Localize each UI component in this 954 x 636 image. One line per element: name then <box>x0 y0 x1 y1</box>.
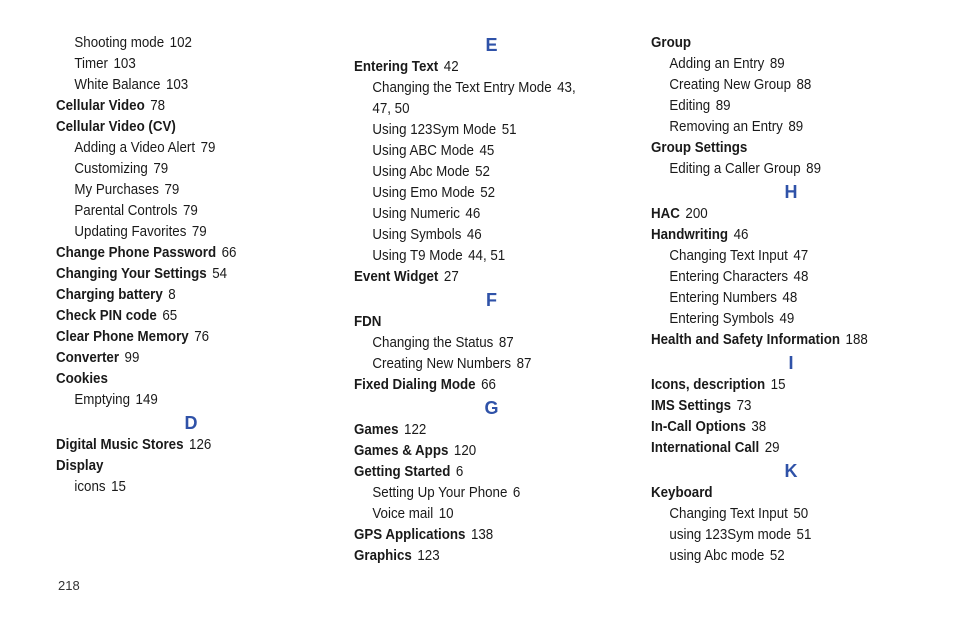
index-term: Fixed Dialing Mode <box>354 377 476 393</box>
index-term: Changing Your Settings <box>56 266 207 282</box>
index-page-ref: 123 <box>417 548 440 564</box>
index-subentry <box>56 159 304 180</box>
section-letter: F <box>486 290 497 310</box>
index-subentry <box>651 246 909 267</box>
index-page-ref: 79 <box>200 140 216 156</box>
index-subentry <box>651 309 909 330</box>
index-term: Editing <box>669 98 711 114</box>
index-term: Using Abc Mode <box>372 164 470 180</box>
index-term: My Purchases <box>74 182 159 198</box>
index-term: Clear Phone Memory <box>56 329 189 345</box>
index-page-ref: 45 <box>479 143 495 159</box>
section-letter: D <box>184 413 198 433</box>
index-entry <box>651 225 909 246</box>
index-page-ref: 89 <box>769 56 785 72</box>
index-subentry <box>354 141 607 162</box>
section-letter: G <box>484 398 499 418</box>
index-term: Handwriting <box>651 227 729 243</box>
index-entry <box>56 264 304 285</box>
index-term: GPS Applications <box>354 527 466 543</box>
index-subentry <box>354 120 607 141</box>
index-term: Check PIN code <box>56 308 157 324</box>
index-page-ref: 10 <box>438 506 454 522</box>
index-page-ref: 27 <box>443 269 459 285</box>
index-term: Changing the Text Entry Mode <box>372 80 552 96</box>
index-page-ref: 73 <box>736 398 752 414</box>
index-term: Changing Text Input <box>669 506 788 522</box>
index-term: Creating New Numbers <box>372 356 512 372</box>
index-entry <box>354 420 607 441</box>
index-term: Using 123Sym Mode <box>372 122 497 138</box>
index-page-ref: 15 <box>770 377 786 393</box>
index-subentry <box>651 525 909 546</box>
index-term: Cellular Video (CV) <box>56 119 176 135</box>
index-page-ref: 48 <box>782 290 798 306</box>
index-entry <box>651 438 909 459</box>
index-page-ref: 188 <box>845 332 868 348</box>
index-term: Cookies <box>56 371 108 387</box>
section-letter: H <box>784 182 798 202</box>
index-entry <box>354 375 607 396</box>
index-subentry <box>56 75 304 96</box>
index-page-ref: 79 <box>164 182 180 198</box>
index-entry <box>651 138 909 159</box>
index-page-ref: 89 <box>715 98 731 114</box>
index-subentry <box>56 201 304 222</box>
index-page-ref: 52 <box>769 548 785 564</box>
index-term: Emptying <box>74 392 131 408</box>
index-term: Removing an Entry <box>669 119 783 135</box>
index-entry <box>354 525 607 546</box>
index-subentry <box>354 354 607 375</box>
index-term: In-Call Options <box>651 419 746 435</box>
index-page-ref: 89 <box>806 161 822 177</box>
index-term: Games <box>354 422 399 438</box>
index-page-ref: 46 <box>733 227 749 243</box>
index-entry <box>651 417 909 438</box>
index-entry <box>354 441 607 462</box>
index-page-ref: 88 <box>796 77 812 93</box>
index-term: Shooting mode <box>74 35 165 51</box>
index-subentry <box>354 246 607 267</box>
index-term: Charging battery <box>56 287 163 303</box>
index-term: icons <box>74 479 106 495</box>
index-page-ref: 54 <box>212 266 228 282</box>
index-subentry <box>56 33 304 54</box>
index-entry <box>651 33 909 54</box>
index-subentry <box>56 390 304 411</box>
index-entry <box>56 96 304 117</box>
index-subentry <box>651 54 909 75</box>
index-page-ref: 149 <box>135 392 158 408</box>
index-term: Using Numeric <box>372 206 460 222</box>
index-term: Changing the Status <box>372 335 494 351</box>
index-page-ref: 46 <box>465 206 481 222</box>
index-subentry <box>651 117 909 138</box>
index-term: Adding an Entry <box>669 56 765 72</box>
index-page-ref: 87 <box>516 356 532 372</box>
index-term: Customizing <box>74 161 148 177</box>
index-term: Entering Text <box>354 59 439 75</box>
section-letter: E <box>485 35 498 55</box>
index-term: Parental Controls <box>74 203 178 219</box>
index-term: Event Widget <box>354 269 439 285</box>
index-subentry <box>651 288 909 309</box>
index-page-ref: 50 <box>793 506 809 522</box>
index-entry <box>354 462 607 483</box>
index-subentry <box>651 75 909 96</box>
index-entry <box>56 456 304 477</box>
index-term: Display <box>56 458 104 474</box>
index-term: Updating Favorites <box>74 224 187 240</box>
index-page-ref: 38 <box>751 419 767 435</box>
index-subentry <box>56 222 304 243</box>
index-term: 47, 50 <box>372 101 410 117</box>
index-entry <box>354 267 607 288</box>
index-term: Setting Up Your Phone <box>372 485 508 501</box>
index-page-ref: 103 <box>165 77 189 93</box>
index-term: Entering Symbols <box>669 311 774 327</box>
index-page-ref: 6 <box>455 464 464 480</box>
index-page-ref: 42 <box>443 59 459 75</box>
index-term: Health and Safety Information <box>651 332 841 348</box>
index-term: Graphics <box>354 548 412 564</box>
index-subentry <box>354 225 607 246</box>
index-subentry <box>651 504 909 525</box>
index-entry <box>354 57 607 78</box>
index-page-ref: 138 <box>470 527 494 543</box>
index-page-ref: 99 <box>124 350 140 366</box>
index-entry <box>56 306 304 327</box>
index-term: Getting Started <box>354 464 451 480</box>
index-page-ref: 44, 51 <box>468 248 506 264</box>
index-page-ref: 79 <box>191 224 207 240</box>
index-page-ref: 29 <box>764 440 780 456</box>
index-page-ref: 200 <box>685 206 708 222</box>
index-subentry <box>354 333 607 354</box>
index-page-ref: 87 <box>498 335 514 351</box>
index-page-ref: 79 <box>182 203 198 219</box>
index-term: Entering Numbers <box>669 290 777 306</box>
index-term: Timer <box>74 56 108 72</box>
index-page-ref: 126 <box>189 437 212 453</box>
index-entry <box>56 435 304 456</box>
index-term: White Balance <box>74 77 161 93</box>
index-term: Games & Apps <box>354 443 449 459</box>
index-page-ref: 15 <box>111 479 126 495</box>
index-subentry <box>651 96 909 117</box>
index-term: Group <box>651 35 692 51</box>
index-entry <box>651 396 909 417</box>
index-subentry <box>56 477 304 498</box>
index-term: Adding a Video Alert <box>74 140 196 156</box>
index-term: Keyboard <box>651 485 713 501</box>
index-subentry <box>354 162 607 183</box>
index-term: Cellular Video <box>56 98 145 114</box>
index-page-ref: 122 <box>404 422 427 438</box>
index-subentry <box>354 204 607 225</box>
index-term: Voice mail <box>372 506 434 522</box>
index-term: Using Emo Mode <box>372 185 475 201</box>
index-term: using Abc mode <box>669 548 765 564</box>
index-term: Editing a Caller Group <box>669 161 801 177</box>
index-page-ref: 120 <box>453 443 477 459</box>
index-page-ref: 79 <box>153 161 169 177</box>
index-term: Using ABC Mode <box>372 143 474 159</box>
index-page-ref: 66 <box>221 245 237 261</box>
index-page-ref: 8 <box>168 287 176 303</box>
index-page-ref: 48 <box>793 269 809 285</box>
index-term: Converter <box>56 350 120 366</box>
index-page-ref: 89 <box>788 119 804 135</box>
index-subentry <box>56 54 304 75</box>
index-page-ref: 76 <box>194 329 210 345</box>
index-entry <box>651 483 909 504</box>
section-letter: K <box>784 461 798 481</box>
index-subentry <box>56 138 304 159</box>
index-subentry <box>354 78 607 99</box>
index-entry <box>56 285 304 306</box>
index-entry <box>651 330 909 351</box>
index-subentry <box>651 267 909 288</box>
index-term: FDN <box>354 314 382 330</box>
index-subentry <box>56 180 304 201</box>
index-entry <box>56 117 304 138</box>
index-subentry <box>651 546 909 567</box>
index-entry <box>354 546 607 567</box>
index-column-3 <box>651 33 931 567</box>
index-subentry <box>354 99 607 120</box>
index-column-1 <box>56 33 326 498</box>
index-page-ref: 52 <box>475 164 490 180</box>
index-page-ref: 51 <box>796 527 812 543</box>
index-term: HAC <box>651 206 680 222</box>
index-page-ref: 49 <box>779 311 795 327</box>
index-term: International Call <box>651 440 760 456</box>
index-term: Using T9 Mode <box>372 248 463 264</box>
index-page-ref: 78 <box>150 98 166 114</box>
index-entry <box>56 327 304 348</box>
index-page-ref: 46 <box>466 227 482 243</box>
index-term: Digital Music Stores <box>56 437 184 453</box>
index-page-ref: 51 <box>501 122 517 138</box>
index-entry <box>56 369 304 390</box>
index-term: using 123Sym mode <box>669 527 792 543</box>
index-term: Changing Text Input <box>669 248 788 264</box>
index-subentry <box>354 183 607 204</box>
index-entry <box>651 204 909 225</box>
index-term: Change Phone Password <box>56 245 217 261</box>
index-page-ref: 65 <box>162 308 178 324</box>
index-page-ref: 103 <box>113 56 136 72</box>
index-term: Group Settings <box>651 140 748 156</box>
index-column-2 <box>354 33 629 567</box>
index-subentry <box>354 504 607 525</box>
index-term: IMS Settings <box>651 398 732 414</box>
index-page-ref: 66 <box>481 377 496 393</box>
index-entry <box>56 348 304 369</box>
index-term: Icons, description <box>651 377 766 393</box>
index-page-ref: 52 <box>480 185 496 201</box>
index-term: Using Symbols <box>372 227 462 243</box>
index-term: Creating New Group <box>669 77 791 93</box>
index-entry <box>56 243 304 264</box>
index-entry <box>651 375 909 396</box>
index-term: Entering Characters <box>669 269 789 285</box>
index-page-ref: 6 <box>512 485 521 501</box>
index-page-ref: 43, <box>557 80 576 96</box>
index-entry <box>354 312 607 333</box>
index-page-ref: 47 <box>793 248 809 264</box>
index-subentry <box>651 159 909 180</box>
section-letter: I <box>788 353 794 373</box>
page-number: 218 <box>58 578 80 593</box>
index-subentry <box>354 483 607 504</box>
index-page-ref: 102 <box>169 35 192 51</box>
